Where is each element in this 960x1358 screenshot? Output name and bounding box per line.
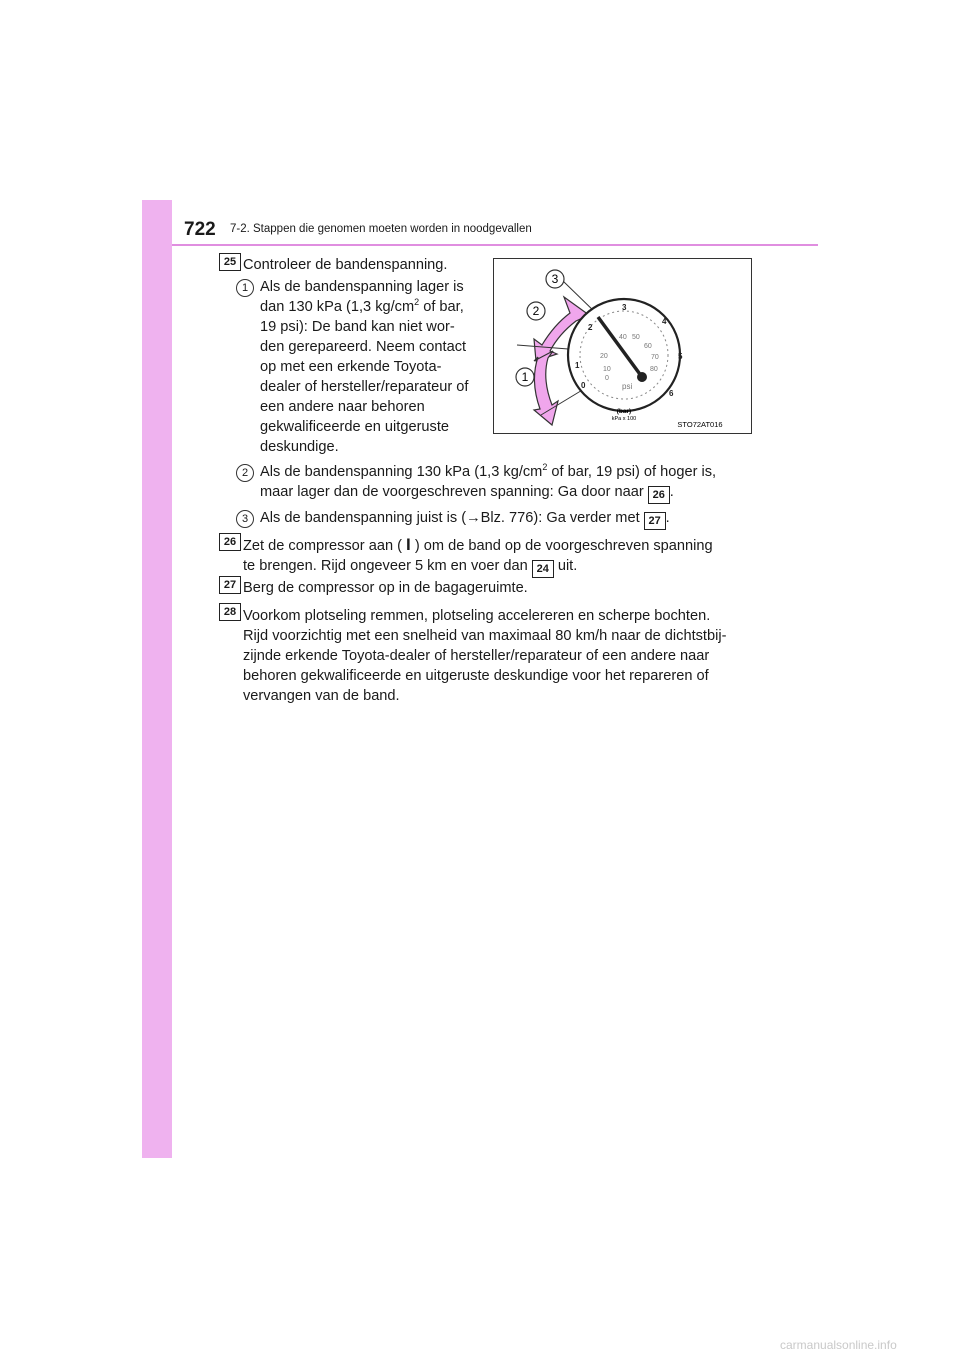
step-badge-27: 27 xyxy=(219,576,241,594)
step-badge-26: 26 xyxy=(219,533,241,551)
svg-text:80: 80 xyxy=(650,366,658,373)
svg-text:40: 40 xyxy=(619,334,627,341)
item-marker-2: 2 xyxy=(236,464,254,482)
step-25-text: Controleer de bandenspanning. xyxy=(243,257,448,273)
page-number: 722 xyxy=(184,219,216,240)
power-symbol: I xyxy=(406,535,411,554)
item-marker-3: 3 xyxy=(236,510,254,528)
svg-text:60: 60 xyxy=(644,343,652,350)
svg-text:3: 3 xyxy=(622,303,627,312)
svg-text:70: 70 xyxy=(651,354,659,361)
svg-text:psi: psi xyxy=(622,382,633,391)
svg-text:5: 5 xyxy=(678,352,683,361)
ref-badge-27[interactable]: 27 xyxy=(644,512,666,530)
step-26-text: Zet de compressor aan ( I ) om de band op de voorgeschreven spanning te brengen. Rijd ongeveer 5 km en voer dan 24 uit. xyxy=(243,535,713,578)
svg-text:50: 50 xyxy=(632,334,640,341)
header-rule xyxy=(172,244,818,246)
item-1-text: Als de bandenspanning lager is dan 130 kPa (1,3 $kg/cm^2$ of bar, 19 psi): De band kan niet wor- den gerepareerd. Neem contact op met een erkende Toyota- dealer of hersteller/reparateur of een andere naar behoren gekwalificeerde en uitgeruste deskundige. xyxy=(260,279,469,455)
step-27-text: Berg de compressor op in de bagageruimte. xyxy=(243,580,528,596)
callout-2: 2 xyxy=(532,304,540,318)
svg-text:1: 1 xyxy=(575,361,580,370)
step-badge-25: 25 xyxy=(219,253,241,271)
svg-text:kPa x 100: kPa x 100 xyxy=(611,416,637,422)
callout-1: 1 xyxy=(521,370,529,384)
pressure-gauge-figure xyxy=(493,258,752,434)
svg-text:4: 4 xyxy=(662,317,667,326)
pressure-gauge-illustration xyxy=(494,259,751,433)
side-color-bar xyxy=(142,200,172,1158)
svg-text:10: 10 xyxy=(603,366,611,373)
ref-badge-26[interactable]: 26 xyxy=(648,486,670,504)
callout-3: 3 xyxy=(551,272,559,286)
item-3-text: Als de bandenspanning juist is (→Blz. 776): Ga verder met 27 . xyxy=(260,508,670,530)
item-2-text: Als de bandenspanning 130 kPa (1,3 $kg/cm^2$ of bar, 19 psi) of hoger is, maar lager dan de voorgeschreven spanning: Ga door naar 26 . xyxy=(260,462,716,504)
step-badge-28: 28 xyxy=(219,603,241,621)
svg-text:2: 2 xyxy=(588,323,593,332)
footer-watermark: carmanualsonline.info xyxy=(780,1338,897,1352)
section-title: 7-2. Stappen die genomen moeten worden in noodgevallen xyxy=(230,223,532,235)
svg-text:0: 0 xyxy=(605,375,609,382)
svg-text:20: 20 xyxy=(600,353,608,360)
svg-text:0: 0 xyxy=(581,381,586,390)
ref-badge-24[interactable]: 24 xyxy=(532,560,554,578)
step-28-text: Voorkom plotseling remmen, plotseling accelereren en scherpe bochten. Rijd voorzichtig met een snelheid van maximaal 80 km/h naar de dichtstbij- zijnde erkende Toyota-dealer of hersteller/reparateur of een andere naar behoren gekwalificeerde en uitgeruste deskundige voor het repareren of vervangen van de band. xyxy=(243,608,727,704)
item-marker-1: 1 xyxy=(236,279,254,297)
callout-arrow-1 xyxy=(534,351,558,425)
svg-text:(bar): (bar) xyxy=(616,408,632,415)
figure-code: STO72AT016 xyxy=(677,420,723,429)
svg-text:6: 6 xyxy=(669,389,674,398)
